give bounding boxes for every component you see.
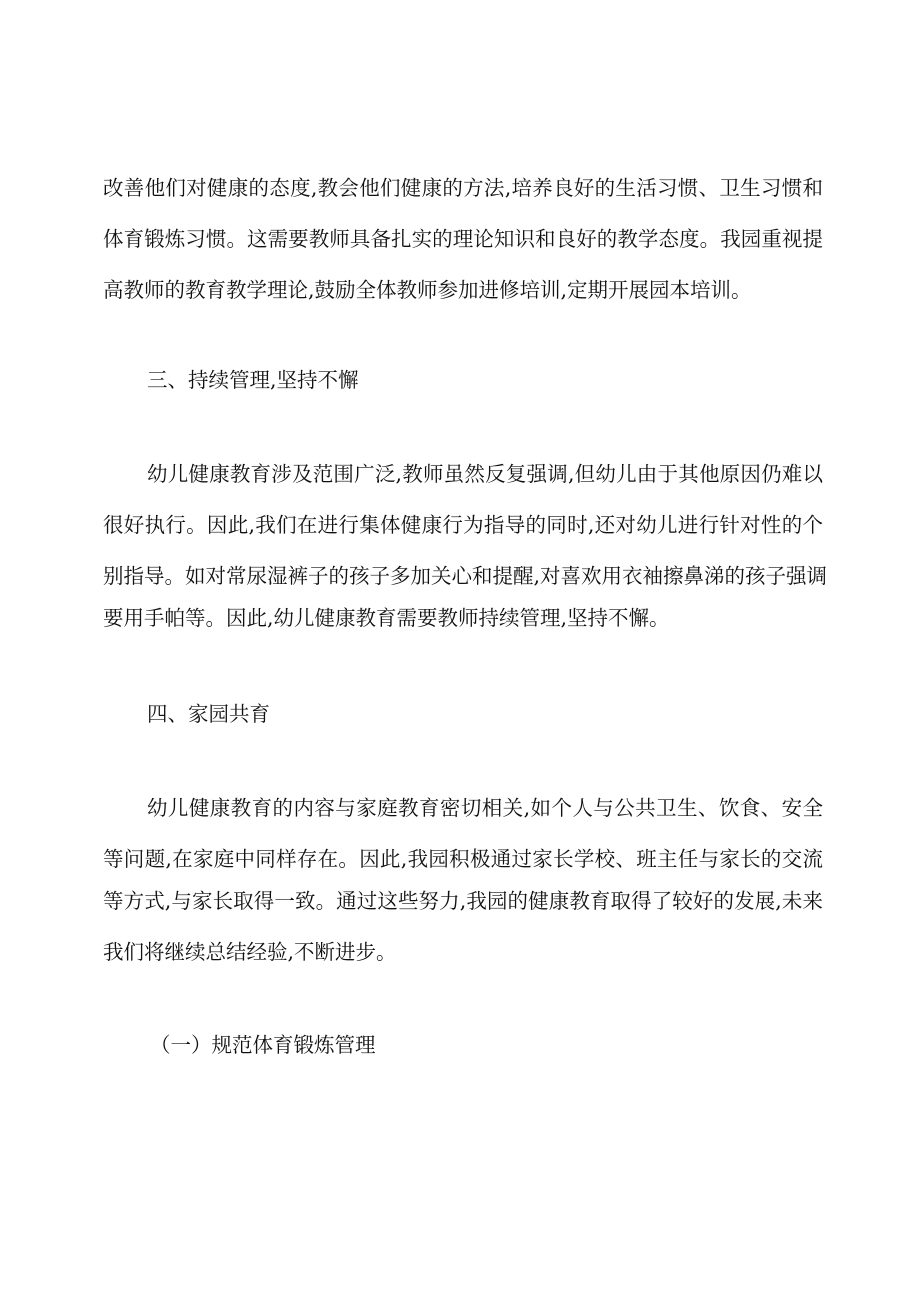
section-heading-3: 三、持续管理,坚持不懈 (147, 368, 359, 392)
paragraph-3-line-1: 幼儿健康教育的内容与家庭教育密切相关,如个人与公共卫生、饮食、安全 (147, 796, 823, 820)
paragraph-1-line-1: 改善他们对健康的态度,教会他们健康的方法,培养良好的生活习惯、卫生习惯和 (103, 176, 823, 200)
paragraph-3-line-2: 等问题,在家庭中同样存在。因此,我园积极通过家长学校、班主任与家长的交流 (103, 847, 823, 871)
paragraph-3-line-3: 等方式,与家长取得一致。通过这些努力,我园的健康教育取得了较好的发展,未来 (103, 889, 823, 913)
section-heading-4: 四、家园共育 (147, 702, 270, 726)
paragraph-2-line-2: 很好执行。因此,我们在进行集体健康行为指导的同时,还对幼儿进行针对性的个 (103, 513, 823, 537)
paragraph-1-line-3: 高教师的教育教学理论,鼓励全体教师参加进修培训,定期开展园本培训。 (103, 278, 752, 302)
paragraph-2-line-4: 要用手帕等。因此,幼儿健康教育需要教师持续管理,坚持不懈。 (103, 606, 670, 630)
paragraph-2-line-1: 幼儿健康教育涉及范围广泛,教师虽然反复强调,但幼儿由于其他原因仍难以 (147, 462, 823, 486)
paragraph-3-line-4: 我们将继续总结经验,不断进步。 (103, 940, 397, 964)
paragraph-1-line-2: 体育锻炼习惯。这需要教师具备扎实的理论知识和良好的教学态度。我园重视提 (103, 227, 823, 251)
paragraph-2-line-3: 别指导。如对常尿湿裤子的孩子多加关心和提醒,对喜欢用衣袖擦鼻涕的孩子强调 (103, 564, 828, 588)
subsection-heading-1: （一）规范体育锻炼管理 (150, 1033, 376, 1057)
